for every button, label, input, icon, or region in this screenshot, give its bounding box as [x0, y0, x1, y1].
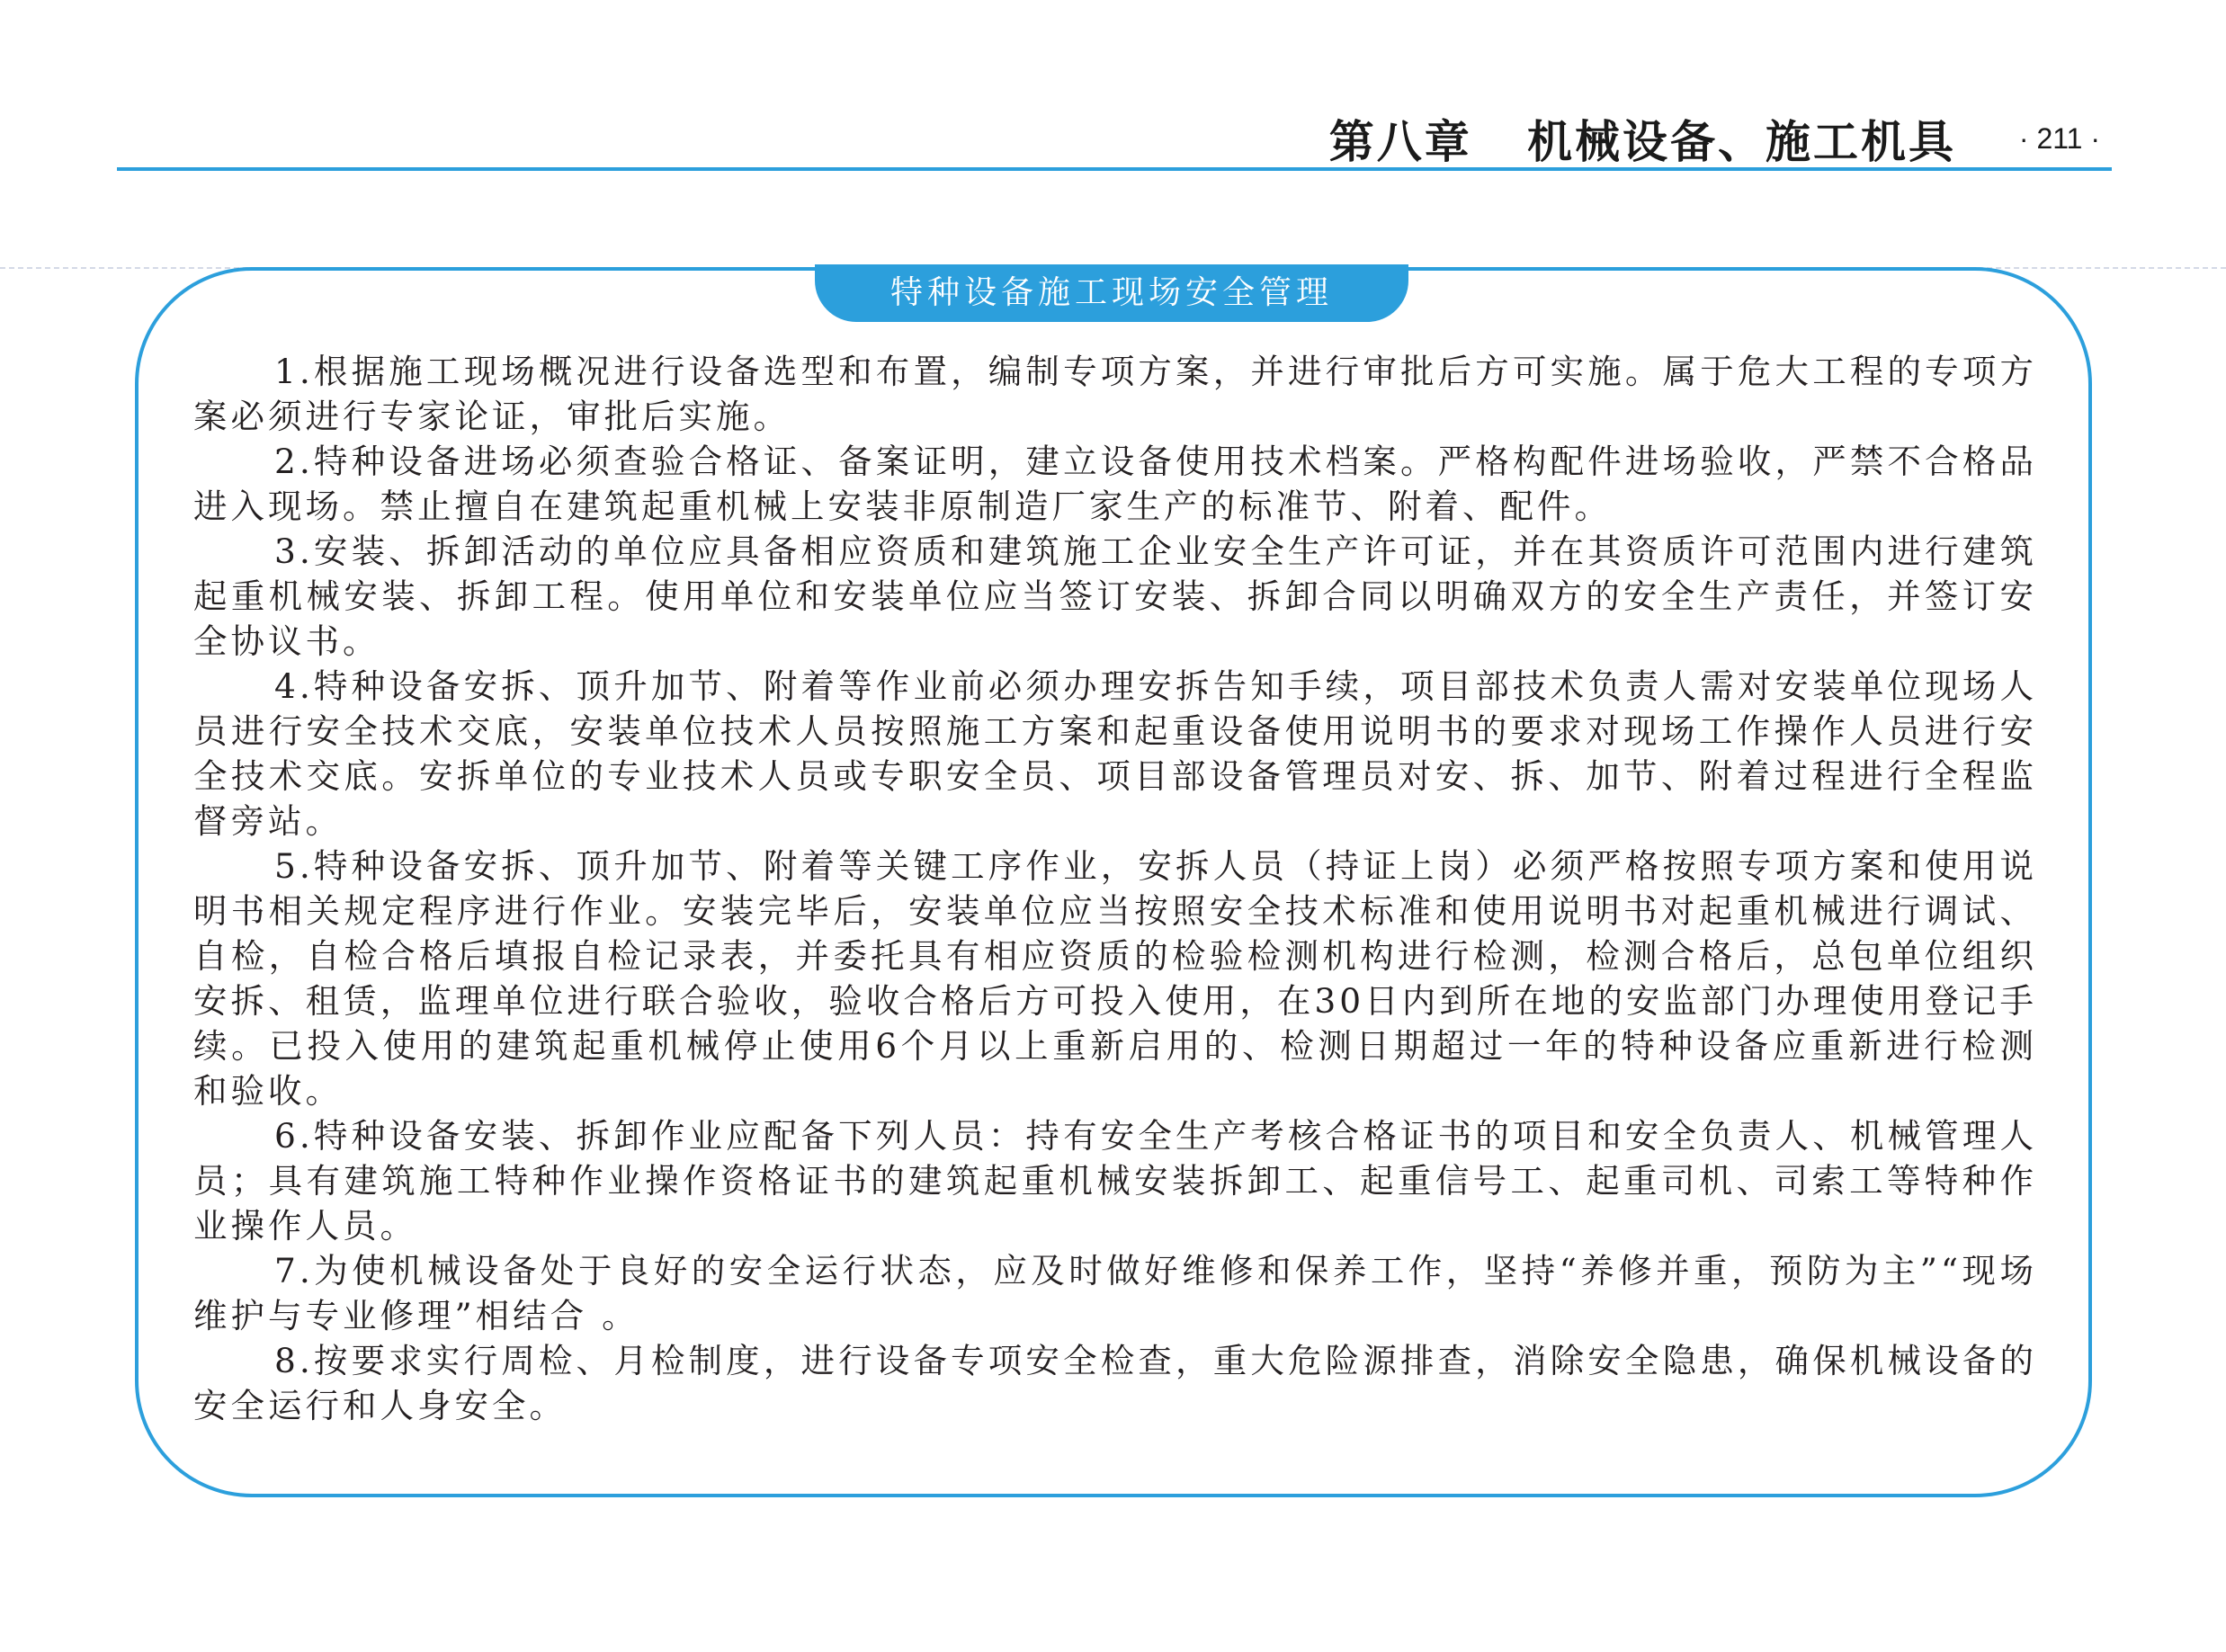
panel-title-tab: 特种设备施工现场安全管理: [815, 264, 1408, 322]
paragraph-7: 7.为使机械设备处于良好的安全运行状态，应及时做好维修和保养工作，坚持“养修并重，预防为主”“现场维护与专业修理”相结合 。: [193, 1251, 2037, 1335]
paragraph-4: 4.特种设备安拆、顶升加节、附着等作业前必须办理安拆告知手续，项目部技术负责人需对安装单位现场人员进行安全技术交底，安装单位技术人员按照施工方案和起重设备使用说明书的要求对现场工作操作人员进行安全技术交底。安拆单位的专业技术人员或专职安全员、项目部设备管理员对安、拆、加节、附着过程进行全程监督旁站。: [193, 666, 2037, 841]
paragraph-2: 2.特种设备进场必须查验合格证、备案证明，建立设备使用技术档案。严格构配件进场验收，严禁不合格品进入现场。禁止擅自在建筑起重机械上安装非原制造厂家生产的标准节、附着、配件。: [193, 442, 2037, 526]
panel-body: [193, 349, 2037, 1428]
paragraph-6: 6.特种设备安装、拆卸作业应配备下列人员：持有安全生产考核合格证书的项目和安全负责人、机械管理人员；具有建筑施工特种作业操作资格证书的建筑起重机械安装拆卸工、起重信号工、起重司机、司索工等特种作业操作人员。: [193, 1116, 2037, 1246]
header-divider: [117, 167, 2112, 171]
chapter-title: 第八章 机械设备、施工机具: [1328, 116, 1956, 168]
paragraph-8: 8.按要求实行周检、月检制度，进行设备专项安全检查，重大危险源排查，消除安全隐患，确保机械设备的安全运行和人身安全。: [193, 1341, 2037, 1425]
paragraph-1: 1.根据施工现场概况进行设备选型和布置，编制专项方案，并进行审批后方可实施。属于危大工程的专项方案必须进行专家论证，审批后实施。: [193, 352, 2037, 436]
page-number: · 211 ·: [2018, 122, 2100, 155]
paragraph-5: 5.特种设备安拆、顶升加节、附着等关键工序作业，安拆人员（持证上岗）必须严格按照专项方案和使用说明书相关规定程序进行作业。安装完毕后，安装单位应当按照安全技术标准和使用说明书对起重机械进行调试、自检，自检合格后填报自检记录表，并委托具有相应资质的检验检测机构进行检测，检测合格后，总包单位组织安拆、租赁，监理单位进行联合验收，验收合格后方可投入使用，在30日内到所在地的安监部门办理使用登记手续。已投入使用的建筑起重机械停止使用6个月以上重新启用的、检测日期超过一年的特种设备应重新进行检测和验收。: [193, 846, 2037, 1111]
page-header: [117, 97, 2109, 169]
paragraph-3: 3.安装、拆卸活动的单位应具备相应资质和建筑施工企业安全生产许可证，并在其资质许可范围内进行建筑起重机械安装、拆卸工程。使用单位和安装单位应当签订安装、拆卸合同以明确双方的安全生产责任，并签订安全协议书。: [193, 531, 2037, 661]
